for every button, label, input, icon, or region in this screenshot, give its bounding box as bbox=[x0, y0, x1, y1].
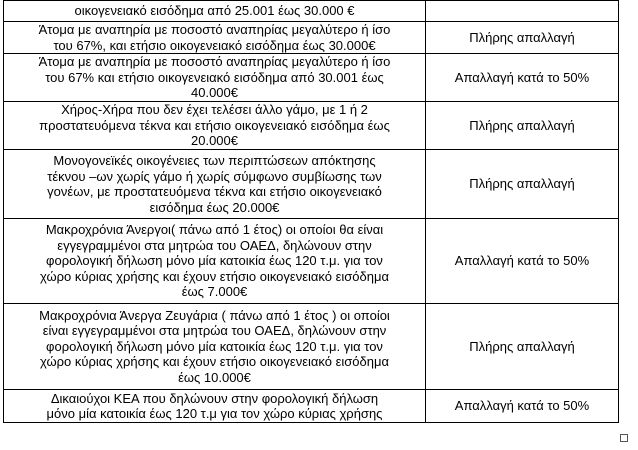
exemption-cell bbox=[426, 1, 619, 22]
criteria-line: γονέων, με προστατευόμενα τέκνα και ετήσιο οικογενειακό bbox=[47, 184, 382, 199]
table-row bbox=[4, 1, 619, 22]
criteria-line: φορολογική δήλωση μόνο μία κατοικία έως 120 τ.μ. για τον bbox=[46, 253, 383, 269]
exemption-cell: Πλήρης απαλλαγή bbox=[426, 304, 619, 390]
exemption-cell: Πλήρης απαλλαγή bbox=[426, 102, 619, 150]
criteria-line: Χήρος-Χήρα που δεν έχει τελέσει άλλο γάμο, με 1 ή 2 bbox=[61, 102, 368, 118]
criteria-cell bbox=[4, 304, 426, 390]
criteria-cell bbox=[4, 150, 426, 219]
criteria-line: εισόδημα έως 20.000€ bbox=[149, 199, 280, 215]
cell-end-marker bbox=[620, 434, 628, 442]
table-row bbox=[4, 54, 619, 102]
exemption-table bbox=[3, 0, 619, 423]
criteria-line: έως 7.000€ bbox=[181, 284, 248, 300]
criteria-cell bbox=[4, 219, 426, 304]
criteria-line: 40.000€ bbox=[191, 85, 238, 101]
criteria-line: προστατευόμενα τέκνα και ετήσιο οικογενειακό εισόδημα έως bbox=[39, 117, 390, 133]
criteria-line: τέκνου –ων χωρίς γάμο ή χωρίς σύμφωνο συμβίωσης των bbox=[47, 168, 382, 184]
criteria-line: οικογενειακό εισόδημα από 25.001 έως 30.000 € bbox=[74, 3, 355, 19]
criteria-line: Μονογονεϊκές οικογένειες των περιπτώσεων απόκτησης bbox=[53, 153, 376, 168]
table-row bbox=[4, 219, 619, 304]
criteria-cell bbox=[4, 102, 426, 150]
criteria-line: Δικαιούχοι ΚΕΑ που δηλώνουν στην φορολογική δήλωση bbox=[50, 390, 379, 406]
criteria-line: εγγεγραμμένοι στα μητρώα του ΟΑΕΔ, δηλώνουν στην bbox=[57, 237, 372, 253]
criteria-line: φορολογική δήλωση μόνο μία κατοικία έως 120 τ.μ. για τον bbox=[46, 338, 383, 354]
exemption-cell: Πλήρης απαλλαγή bbox=[426, 22, 619, 54]
table-row bbox=[4, 390, 619, 423]
criteria-line: μόνο μία κατοικία έως 120 τ.μ για τον χώρο κύριας χρήσης bbox=[46, 406, 383, 421]
table-row bbox=[4, 304, 619, 390]
criteria-line: χώρο κύριας χρήσης και έχουν ετήσιο οικογενειακό εισόδημα bbox=[40, 268, 389, 284]
table-row bbox=[4, 102, 619, 150]
exemption-cell: Πλήρης απαλλαγή bbox=[426, 150, 619, 219]
table-row bbox=[4, 22, 619, 54]
criteria-line: Μακροχρόνια Άνεργα Ζευγάρια ( πάνω από 1 έτος ) οι οποίοι bbox=[39, 307, 390, 323]
table-row bbox=[4, 150, 619, 219]
criteria-line: έως 10.000€ bbox=[178, 369, 251, 385]
criteria-line: Άτομα με αναπηρία με ποσοστό αναπηρίας μεγαλύτερο ή ίσο bbox=[38, 54, 391, 70]
criteria-cell bbox=[4, 390, 426, 423]
exemption-cell: Απαλλαγή κατά το 50% bbox=[426, 54, 619, 102]
criteria-line: του 67%, και ετήσιο οικογενειακό εισόδημα έως 30.000€ bbox=[53, 37, 376, 53]
criteria-line: 20.000€ bbox=[191, 133, 238, 149]
criteria-cell bbox=[4, 54, 426, 102]
criteria-line: Μακροχρόνια Άνεργοι( πάνω από 1 έτος) οι οποίοι θα είναι bbox=[45, 222, 384, 238]
criteria-cell bbox=[4, 22, 426, 54]
criteria-line: είναι εγγεγραμμένοι στα μητρώα του ΟΑΕΔ, δηλώνουν στην bbox=[42, 323, 387, 339]
exemption-cell: Απαλλαγή κατά το 50% bbox=[426, 390, 619, 423]
criteria-line: του 67% και ετήσιο οικογενειακό εισόδημα από 30.001 έως bbox=[45, 69, 384, 85]
criteria-cell bbox=[4, 1, 426, 22]
criteria-line: Άτομα με αναπηρία με ποσοστό αναπηρίας μεγαλύτερο ή ίσο bbox=[38, 22, 391, 37]
criteria-line: χώρο κύριας χρήσης και έχουν ετήσιο οικογενειακό εισόδημα bbox=[40, 354, 389, 370]
exemption-cell: Απαλλαγή κατά το 50% bbox=[426, 219, 619, 304]
